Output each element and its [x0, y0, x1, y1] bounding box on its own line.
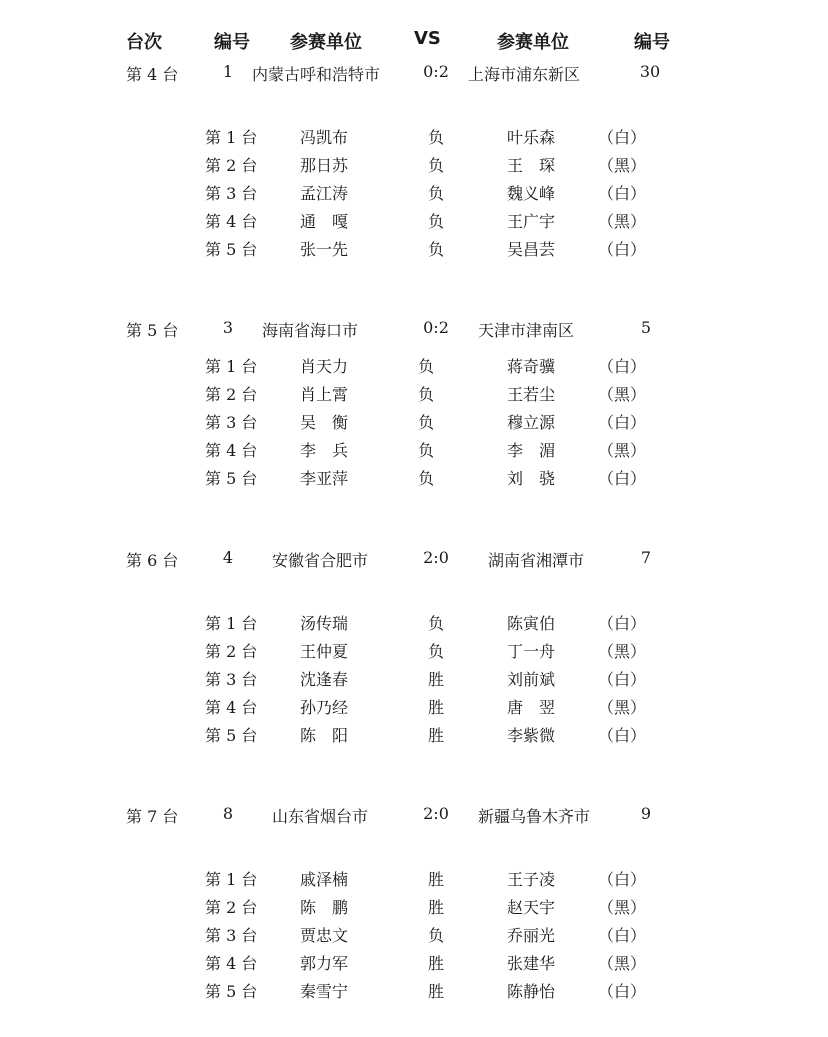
- game-color: （白）: [598, 870, 647, 889]
- game-player-b: 王 琛: [507, 156, 556, 175]
- match-number-b: 5: [640, 318, 652, 337]
- match-row: [0, 804, 828, 832]
- match-team-a: 安徽省合肥市: [272, 551, 369, 570]
- game-player-a: 张一先: [300, 240, 349, 259]
- match-team-b: 新疆乌鲁木齐市: [478, 807, 591, 826]
- game-row: [0, 895, 828, 923]
- match-number-a: 8: [222, 804, 234, 823]
- game-result: 负: [418, 413, 435, 432]
- game-row: [0, 611, 828, 639]
- game-player-b: 李 湄: [507, 441, 556, 460]
- game-row: [0, 181, 828, 209]
- game-color: （白）: [598, 128, 647, 147]
- match-number-b: 7: [640, 548, 652, 567]
- game-player-b: 魏义峰: [507, 184, 556, 203]
- game-color: （白）: [598, 926, 647, 945]
- match-number-b: 9: [640, 804, 652, 823]
- game-color: （黑）: [598, 954, 647, 973]
- match-row: [0, 318, 828, 346]
- game-result: 负: [428, 156, 445, 175]
- column-header-row: [0, 24, 828, 56]
- game-player-b: 唐 翌: [507, 698, 556, 717]
- game-board: 第 3 台: [205, 184, 258, 203]
- game-player-b: 陈寅伯: [507, 614, 556, 633]
- game-color: （白）: [598, 357, 647, 376]
- match-team-a: 海南省海口市: [262, 321, 359, 340]
- game-color: （黑）: [598, 212, 647, 231]
- game-color: （白）: [598, 240, 647, 259]
- game-board: 第 3 台: [205, 413, 258, 432]
- match-number-a: 3: [222, 318, 234, 337]
- game-player-b: 乔丽光: [507, 926, 556, 945]
- game-color: （黑）: [598, 698, 647, 717]
- game-row: [0, 979, 828, 1007]
- match-team-a: 山东省烟台市: [272, 807, 369, 826]
- game-board: 第 2 台: [205, 385, 258, 404]
- game-color: （白）: [598, 670, 647, 689]
- match-score: 2:0: [423, 804, 449, 823]
- game-player-b: 赵天宇: [507, 898, 556, 917]
- game-board: 第 4 台: [205, 698, 258, 717]
- game-row: [0, 354, 828, 382]
- game-result: 负: [428, 614, 445, 633]
- match-table: 第 7 台: [126, 807, 179, 826]
- game-row: [0, 951, 828, 979]
- game-result: 负: [418, 469, 435, 488]
- match-team-a: 内蒙古呼和浩特市: [252, 65, 381, 84]
- game-color: （黑）: [598, 898, 647, 917]
- game-color: （白）: [598, 413, 647, 432]
- game-result: 负: [428, 128, 445, 147]
- match-score: 0:2: [423, 62, 449, 81]
- match-number-a: 1: [222, 62, 234, 81]
- game-row: [0, 153, 828, 181]
- game-player-b: 穆立源: [507, 413, 556, 432]
- game-result: 胜: [428, 982, 445, 1001]
- game-row: [0, 125, 828, 153]
- game-result: 负: [428, 926, 445, 945]
- game-board: 第 2 台: [205, 156, 258, 175]
- game-player-b: 刘前斌: [507, 670, 556, 689]
- game-player-b: 王若尘: [507, 385, 556, 404]
- game-color: （白）: [598, 982, 647, 1001]
- match-score: 0:2: [423, 318, 449, 337]
- game-board: 第 1 台: [205, 357, 258, 376]
- game-player-b: 吴昌芸: [507, 240, 556, 259]
- match-score: 2:0: [423, 548, 449, 567]
- game-row: [0, 695, 828, 723]
- game-result: 胜: [428, 698, 445, 717]
- match-row: [0, 62, 828, 90]
- game-color: （白）: [598, 614, 647, 633]
- game-row: [0, 667, 828, 695]
- header-vs: VS: [414, 28, 441, 49]
- game-player-a: 王仲夏: [300, 642, 349, 661]
- game-player-b: 蒋奇骥: [507, 357, 556, 376]
- game-board: 第 1 台: [205, 614, 258, 633]
- game-player-b: 刘 骁: [507, 469, 556, 488]
- header-team-b: 参赛单位: [497, 32, 569, 53]
- game-color: （白）: [598, 726, 647, 745]
- game-result: 胜: [428, 954, 445, 973]
- game-player-a: 通 嘎: [300, 212, 349, 231]
- game-player-b: 张建华: [507, 954, 556, 973]
- game-board: 第 1 台: [205, 128, 258, 147]
- game-player-b: 丁一舟: [507, 642, 556, 661]
- game-row: [0, 237, 828, 265]
- game-player-a: 秦雪宁: [300, 982, 349, 1001]
- match-table: 第 5 台: [126, 321, 179, 340]
- game-color: （黑）: [598, 385, 647, 404]
- game-result: 负: [418, 385, 435, 404]
- match-table: 第 4 台: [126, 65, 179, 84]
- game-row: [0, 923, 828, 951]
- game-player-a: 李亚萍: [300, 469, 349, 488]
- game-board: 第 5 台: [205, 469, 258, 488]
- game-player-a: 冯凯布: [300, 128, 349, 147]
- game-board: 第 1 台: [205, 870, 258, 889]
- game-player-b: 王子凌: [507, 870, 556, 889]
- match-team-b: 上海市浦东新区: [468, 65, 581, 84]
- game-board: 第 4 台: [205, 212, 258, 231]
- game-player-a: 陈 鹏: [300, 898, 349, 917]
- game-color: （黑）: [598, 441, 647, 460]
- game-player-a: 汤传瑞: [300, 614, 349, 633]
- game-player-b: 陈静怡: [507, 982, 556, 1001]
- game-result: 负: [428, 212, 445, 231]
- game-row: [0, 639, 828, 667]
- game-board: 第 5 台: [205, 982, 258, 1001]
- header-number-a: 编号: [214, 32, 250, 53]
- game-row: [0, 723, 828, 751]
- match-table: 第 6 台: [126, 551, 179, 570]
- game-result: 负: [428, 240, 445, 259]
- game-player-a: 戚泽楠: [300, 870, 349, 889]
- game-result: 负: [428, 642, 445, 661]
- game-result: 负: [428, 184, 445, 203]
- match-team-b: 天津市津南区: [478, 321, 575, 340]
- game-player-b: 李紫微: [507, 726, 556, 745]
- match-team-b: 湖南省湘潭市: [488, 551, 585, 570]
- match-row: [0, 548, 828, 576]
- game-player-a: 肖天力: [300, 357, 349, 376]
- game-player-a: 肖上霄: [300, 385, 349, 404]
- game-player-a: 孙乃经: [300, 698, 349, 717]
- header-team-a: 参赛单位: [290, 32, 362, 53]
- header-number-b: 编号: [634, 32, 670, 53]
- match-number-b: 30: [639, 62, 661, 81]
- game-board: 第 4 台: [205, 441, 258, 460]
- game-row: [0, 438, 828, 466]
- game-player-a: 贾忠文: [300, 926, 349, 945]
- game-result: 胜: [428, 670, 445, 689]
- game-color: （白）: [598, 469, 647, 488]
- game-player-a: 那日苏: [300, 156, 349, 175]
- game-player-a: 沈逢春: [300, 670, 349, 689]
- game-board: 第 5 台: [205, 726, 258, 745]
- game-player-a: 李 兵: [300, 441, 349, 460]
- game-result: 负: [418, 441, 435, 460]
- header-table: 台次: [126, 32, 162, 53]
- game-row: [0, 209, 828, 237]
- game-row: [0, 867, 828, 895]
- game-board: 第 2 台: [205, 898, 258, 917]
- game-result: 胜: [428, 726, 445, 745]
- game-color: （黑）: [598, 156, 647, 175]
- game-board: 第 3 台: [205, 926, 258, 945]
- game-board: 第 3 台: [205, 670, 258, 689]
- game-result: 负: [418, 357, 435, 376]
- game-player-a: 孟江涛: [300, 184, 349, 203]
- game-result: 胜: [428, 870, 445, 889]
- game-color: （白）: [598, 184, 647, 203]
- game-player-b: 王广宇: [507, 212, 556, 231]
- game-player-a: 吴 衡: [300, 413, 349, 432]
- game-row: [0, 410, 828, 438]
- game-player-b: 叶乐森: [507, 128, 556, 147]
- game-player-a: 陈 阳: [300, 726, 349, 745]
- game-board: 第 4 台: [205, 954, 258, 973]
- game-color: （黑）: [598, 642, 647, 661]
- game-player-a: 郭力军: [300, 954, 349, 973]
- game-board: 第 5 台: [205, 240, 258, 259]
- game-board: 第 2 台: [205, 642, 258, 661]
- game-row: [0, 382, 828, 410]
- game-result: 胜: [428, 898, 445, 917]
- match-number-a: 4: [222, 548, 234, 567]
- game-row: [0, 466, 828, 494]
